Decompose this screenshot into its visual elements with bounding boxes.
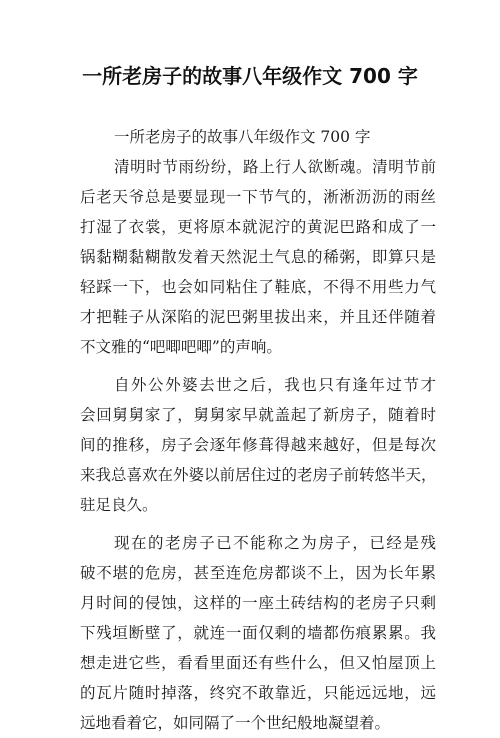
document-body: [80, 122, 436, 738]
paragraph-line: 自外公外婆去世之后，我也只有逢年过节才: [114, 376, 436, 394]
paragraph-line: 远地看着它，如同隔了一个世纪般地凝望着。: [80, 714, 391, 732]
document-title: 一所老房子的故事八年级作文 700 字: [82, 64, 418, 88]
paragraph-line: 清明时节雨纷纷，路上行人欲断魂。清明节前: [114, 158, 436, 176]
paragraph-line: 不文雅的“吧唧吧唧”的声响。: [80, 338, 282, 356]
paragraph-line: 会回舅舅家了，舅舅家早就盖起了新房子，随着时: [80, 406, 436, 424]
paragraph-line: 破不堪的危房，甚至连危房都谈不上，因为长年累: [80, 564, 436, 582]
paragraph-line: 锅黏糊黏糊散发着天然泥土气息的稀粥，即算只是: [80, 248, 436, 266]
paragraph-1: [80, 152, 436, 362]
paragraph-line: 的瓦片随时掉落，终究不敢靠近，只能远远地，远: [80, 684, 436, 702]
paragraph-line: 才把鞋子从深陷的泥巴粥里拔出来，并且还伴随着: [80, 308, 436, 326]
paragraph-line: 驻足良久。: [80, 496, 158, 514]
paragraph-line: 间的推移，房子会逐年修葺得越来越好，但是每次: [80, 436, 436, 454]
document-subtitle: 一所老房子的故事八年级作文 700 字: [114, 128, 371, 146]
paragraph-line: 现在的老房子已不能称之为房子，已经是残: [114, 534, 436, 552]
paragraph-line: 后老天爷总是要显现一下节气的，淅淅沥沥的雨丝: [80, 188, 436, 206]
paragraph-2: [80, 370, 436, 520]
paragraph-3: [80, 528, 436, 738]
paragraph-line: 打湿了衣裳，更将原本就泥泞的黄泥巴路和成了一: [80, 218, 436, 236]
paragraph-line: 下残垣断壁了，就连一面仅剩的墙都伤痕累累。我: [80, 624, 436, 642]
paragraph-line: 想走进它些，看看里面还有些什么，但又怕屋顶上: [80, 654, 436, 672]
paragraph-line: 来我总喜欢在外婆以前居住过的老房子前转悠半天，: [80, 466, 437, 484]
paragraph-line: 轻踩一下，也会如同粘住了鞋底，不得不用些力气: [80, 278, 436, 296]
paragraph-line: 月时间的侵蚀，这样的一座土砖结构的老房子只剩: [80, 594, 436, 612]
